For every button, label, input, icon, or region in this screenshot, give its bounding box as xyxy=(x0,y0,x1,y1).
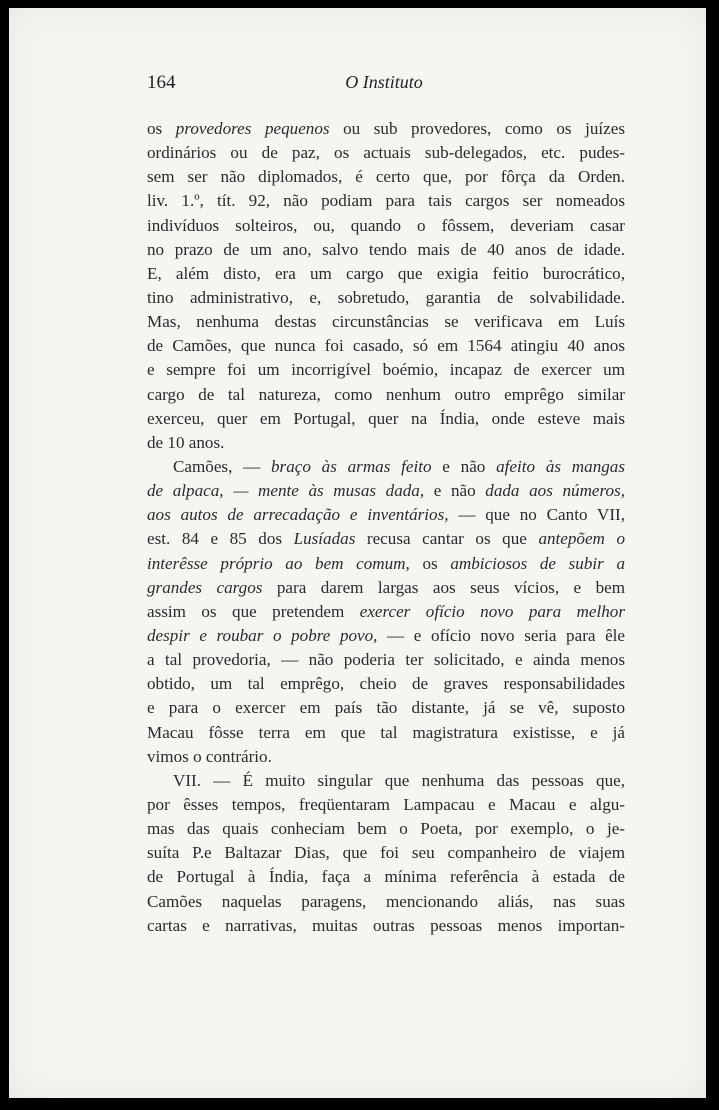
text-line: Camões, — braço às armas feito e não afeito às mangas xyxy=(173,456,625,476)
text-line: de 10 anos. xyxy=(147,432,225,452)
text-line: interêsse próprio ao bem comum, os ambiciosos de subir a xyxy=(147,553,625,573)
text-line: obtido, um tal emprêgo, cheio de graves responsabilidades xyxy=(147,674,625,694)
text-line: liv. 1.º, tít. 92, não podiam para tais cargos ser nomeados xyxy=(147,191,625,211)
text-line: sem ser não diplomados, é certo que, por fôrça da Orden. xyxy=(147,167,625,187)
text-line: aos autos de arrecadação e inventários, — que no Canto VII, xyxy=(147,505,626,525)
page-header xyxy=(147,72,621,102)
running-title: O Instituto xyxy=(345,72,423,92)
text-line: vimos o contrário. xyxy=(147,746,272,766)
text-line: est. 84 e 85 dos Lusíadas recusa cantar os que antepõem o xyxy=(147,529,626,549)
text-line: a tal provedoria, — não poderia ter solicitado, e ainda menos xyxy=(147,650,625,670)
text-line: suíta P.e Baltazar Dias, que foi seu companheiro de viajem xyxy=(147,843,625,863)
text-line: ordinários ou de paz, os actuais sub-delegados, etc. pudes- xyxy=(147,143,625,163)
text-line: mas das quais conheciam bem o Poeta, por exemplo, o je- xyxy=(147,819,625,839)
text-line: grandes cargos para darem largas aos seus vícios, e bem xyxy=(147,577,626,597)
text-line: e para o exercer em país tão distante, já se vê, suposto xyxy=(147,698,625,718)
text-line: assim os que pretendem exercer ofício novo para melhor xyxy=(147,601,625,621)
text-line: de Portugal à Índia, faça a mínima referência à estada de xyxy=(147,867,625,887)
text-line: Mas, nenhuma destas circunstâncias se verificava em Luís xyxy=(147,312,625,332)
text-line: E, além disto, era um cargo que exigia feitio burocrático, xyxy=(147,263,625,283)
page-number: 164 xyxy=(147,72,176,93)
text-line: cargo de tal natureza, como nenhum outro emprêgo similar xyxy=(147,384,625,404)
text-line: exerceu, quer em Portugal, quer na Índia, onde esteve mais xyxy=(147,408,625,428)
text-line: no prazo de um ano, salvo tendo mais de 40 anos de idade. xyxy=(147,239,625,259)
text-line: indivíduos solteiros, ou, quando o fôssem, deveriam casar xyxy=(147,215,625,235)
text-line: Camões naquelas paragens, mencionando aliás, nas suas xyxy=(147,891,625,911)
body-text xyxy=(147,117,625,938)
text-line: de Camões, que nunca foi casado, só em 1564 atingiu 40 anos xyxy=(147,336,625,356)
text-line: por êsses tempos, freqüentaram Lampacau e Macau e algu- xyxy=(147,794,625,814)
text-line: e sempre foi um incorrigível boémio, incapaz de exercer um xyxy=(147,360,625,380)
text-line: cartas e narrativas, muitas outras pessoas menos importan- xyxy=(147,915,625,935)
text-line: de alpaca, — mente às musas dada, e não dada aos números, xyxy=(147,481,625,501)
text-line: VII. — É muito singular que nenhuma das pessoas que, xyxy=(173,770,625,790)
text-line: Macau fôsse terra em que tal magistratura existisse, e já xyxy=(147,722,625,742)
text-line: tino administrativo, e, sobretudo, garantia de solvabilidade. xyxy=(147,287,625,307)
text-line: despir e roubar o pobre povo, — e ofício novo seria para êle xyxy=(147,625,625,645)
text-line: os provedores pequenos ou sub provedores, como os juízes xyxy=(147,119,625,138)
